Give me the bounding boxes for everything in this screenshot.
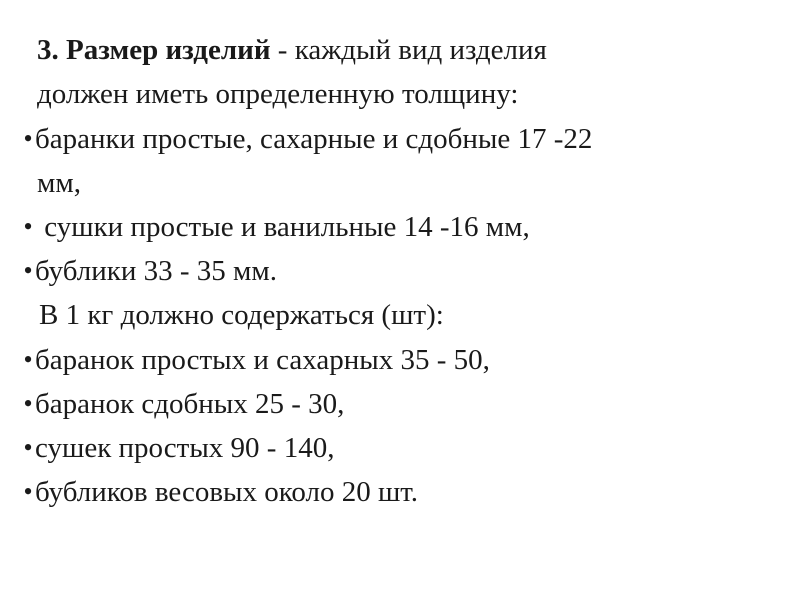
section-heading-rest: - каждый вид изделия — [270, 34, 547, 66]
list-item: бублики 33 - 35 мм. — [35, 255, 278, 287]
list-item: баранок простых и сахарных 35 - 50, — [35, 344, 490, 376]
section-heading — [37, 28, 547, 72]
bullet-marker: • — [23, 124, 33, 153]
bullet-marker: • — [23, 433, 33, 462]
list-item: сушки простые и ванильные 14 -16 мм, — [37, 211, 530, 243]
bullet-marker: • — [23, 212, 33, 241]
bullet-marker: • — [23, 389, 33, 418]
list-item: баранок сдобных 25 - 30, — [35, 388, 345, 420]
list-item-continuation: мм, — [37, 167, 81, 199]
section-heading-line2: должен иметь определенную толщину: — [37, 78, 519, 110]
bullet-marker: • — [23, 477, 33, 506]
count-heading: В 1 кг должно содержаться (шт): — [39, 299, 444, 331]
section-heading-bold: 3. Размер изделий — [37, 34, 271, 66]
list-item: баранки простые, сахарные и сдобные 17 -22 — [35, 123, 593, 155]
bullet-marker: • — [23, 256, 33, 285]
bullet-marker: • — [23, 345, 33, 374]
list-item: сушек простых 90 - 140, — [35, 432, 335, 464]
list-item: бубликов весовых около 20 шт. — [35, 476, 419, 508]
